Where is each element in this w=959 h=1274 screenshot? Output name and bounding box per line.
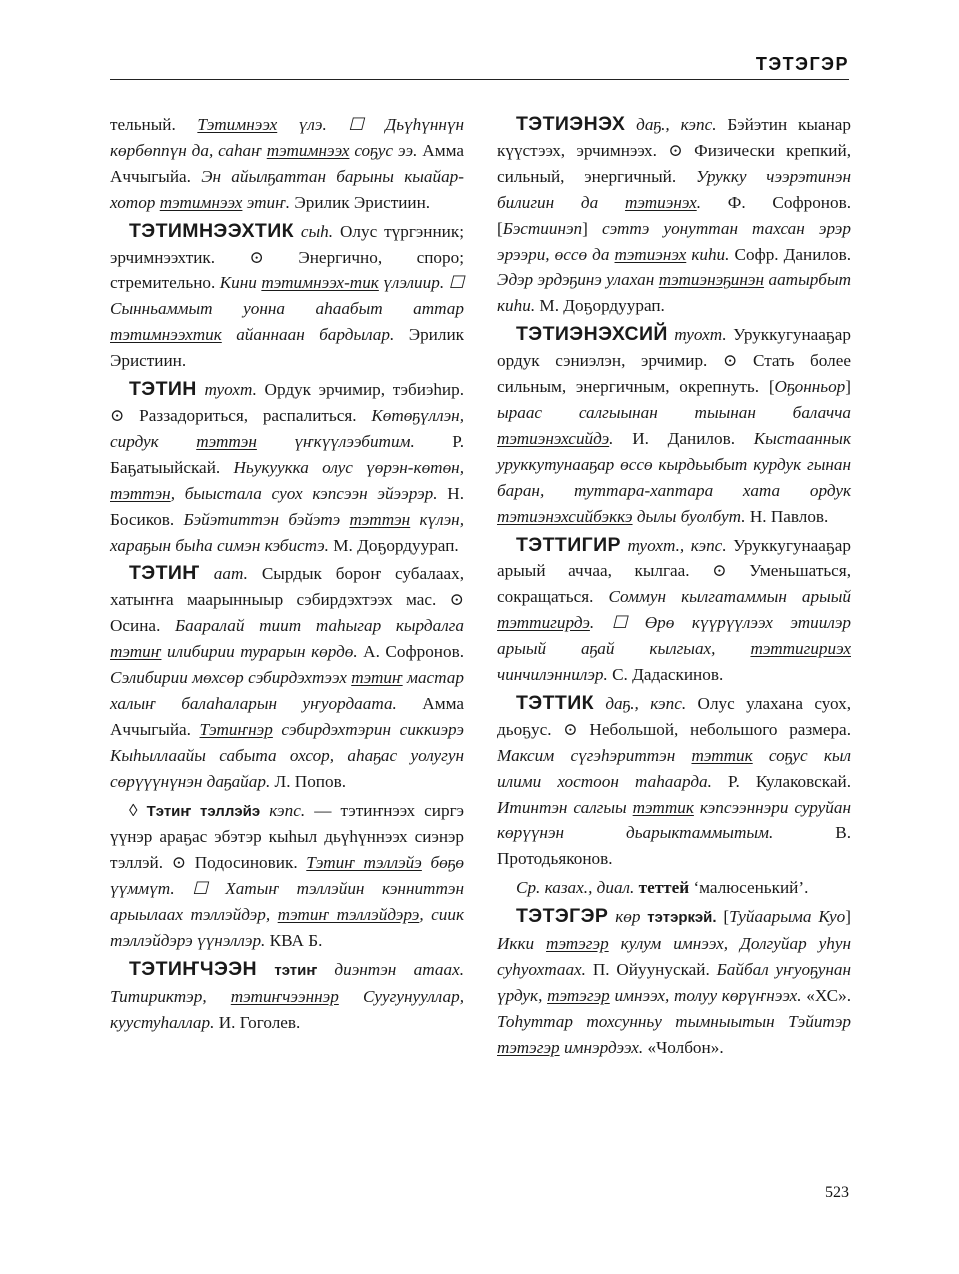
header-rule bbox=[110, 79, 849, 80]
entry-text: Олус түргэнник; эрчимнээхтик. ⊙ Энергично, споро; стремительно. bbox=[110, 221, 465, 293]
example-text: Бэстиинэп bbox=[502, 218, 583, 238]
entry-teteger bbox=[497, 904, 851, 1060]
example-text: Туйаарыма Куо bbox=[729, 907, 846, 927]
entry-text: ] bbox=[845, 907, 851, 927]
headword: ТЭТТИК bbox=[516, 691, 594, 714]
example-keyword: тэттэн bbox=[110, 483, 171, 503]
example-keyword: тэтиэнэх bbox=[614, 244, 687, 264]
example-text: Байбал уҥуоҕунан үрдук, bbox=[497, 960, 851, 1005]
grammar-label: көр bbox=[615, 907, 641, 927]
example-text: диэнтэн атаах. Титириктэр, bbox=[110, 960, 464, 1006]
example-keyword: тэттигирдэ bbox=[497, 613, 590, 633]
citation: И. Данилов. bbox=[613, 428, 754, 448]
citation: М. Доҕордуурап. bbox=[535, 296, 665, 316]
example-keyword: тэттэн bbox=[196, 431, 257, 451]
example-text: чинчилэннилэр. bbox=[497, 665, 608, 685]
example-text: аатырбыт киһи. bbox=[497, 270, 851, 316]
headword: ТЭТТИГИР bbox=[516, 533, 621, 556]
example-keyword: тэтиэнэхсийбэккэ bbox=[497, 506, 633, 526]
entry-etymology bbox=[497, 875, 851, 901]
grammar-label: туохт. bbox=[674, 325, 727, 345]
citation: «ХС». bbox=[801, 985, 851, 1005]
example-keyword: тэтэгэр bbox=[497, 1037, 560, 1057]
example-keyword: тэтиэнэхсийдэ bbox=[497, 428, 610, 448]
example-text: Көтөҕүллэн, сирдук bbox=[110, 405, 464, 451]
example-text: Итинтэн салгыы bbox=[497, 797, 633, 817]
citation: Н. Босиков. bbox=[110, 483, 465, 529]
example-keyword: тэтиҥ bbox=[110, 642, 162, 662]
entry-text: ] bbox=[845, 377, 851, 397]
citation: Р. Кулаковскай. bbox=[711, 771, 851, 791]
example-text: Кыстааннык уруккутунааҕар өссө кырдьыбыт курдук гынан баран, туттара-хаптара хата ордук bbox=[497, 428, 851, 500]
running-header: ТЭТЭГЭР bbox=[755, 54, 849, 74]
example-text: киһи. bbox=[686, 244, 730, 264]
citation: Л. Попов. bbox=[270, 771, 347, 791]
example-text: . bbox=[696, 192, 702, 212]
example-text: Урукку чээрэтинэн билигин да bbox=[497, 166, 851, 212]
example-keyword: Тэтиҥнэр bbox=[199, 719, 273, 739]
entry-tetin-1 bbox=[110, 377, 464, 558]
citation: Эрилик Эристиин. bbox=[290, 192, 431, 212]
grammar-label: туохт., кэпс. bbox=[627, 535, 727, 555]
entry-tetin-tellee bbox=[110, 798, 464, 954]
example-text: сэттэ уонуттан тахсан эрэр эрээри, өссө да bbox=[497, 218, 851, 264]
subentry-headword: Тэтиҥ тэллэйэ bbox=[146, 802, 261, 820]
example-text: мастар халыҥ балаһаларын уҥуордаата. bbox=[110, 668, 464, 713]
example-keyword: тэттик bbox=[632, 797, 694, 817]
cross-reference: тэтэркэй. bbox=[647, 909, 717, 927]
example-keyword: тэттэн bbox=[349, 509, 411, 529]
page-number: 523 bbox=[825, 1184, 849, 1201]
example-text: айаннаан бардылар. bbox=[221, 325, 395, 345]
grammar-label: Ср. казах., диал. bbox=[516, 878, 635, 898]
example-keyword: тэтимнээх-тик bbox=[261, 273, 379, 293]
citation: Р. Баҕатыыйскай. bbox=[110, 431, 464, 477]
example-text: . bbox=[609, 428, 614, 448]
citation: Амма Аччыгыйа. bbox=[110, 693, 464, 739]
example-keyword: Тэтиҥ тэллэйэ bbox=[306, 853, 422, 873]
example-text: кэпсээннэри суруйан көрүүнэн дьарыктаммытым. bbox=[497, 797, 851, 843]
entry-tetienekh bbox=[497, 112, 851, 319]
grammar-label: кэпс. bbox=[269, 800, 306, 820]
example-text: үҥкүүлээбитим. bbox=[256, 431, 415, 451]
entry-tetin-2 bbox=[110, 561, 464, 794]
citation: КВА Б. bbox=[265, 931, 323, 951]
entry-text: тельный. bbox=[110, 115, 198, 134]
example-text: Суугунууллар, куустуһаллар. bbox=[110, 986, 464, 1032]
citation: «Чолбон». bbox=[643, 1037, 724, 1057]
citation: Ф. Софронов. [ bbox=[497, 192, 851, 238]
citation: И. Гоголев. bbox=[214, 1012, 301, 1032]
entry-text: ] bbox=[582, 218, 602, 238]
example-text: соҕус ээ. bbox=[349, 140, 418, 160]
example-keyword: тэттигириэх bbox=[750, 639, 851, 659]
entry-tetienekhsiy bbox=[497, 322, 851, 529]
example-keyword: тэтиҥ тэллэйдэрэ bbox=[277, 905, 420, 925]
example-text: . ☐ Өрө күүрүүлээх этиилэр арыый аҕай кылгыах, bbox=[497, 613, 851, 659]
example-text: Икки bbox=[497, 934, 547, 954]
example-text: илибирии турарын көрдө. bbox=[161, 642, 358, 662]
grammar-label: аат. bbox=[213, 564, 248, 584]
headword: ТЭТИҤЧЭЭН bbox=[129, 958, 257, 980]
example-keyword: тэтэгэр bbox=[547, 985, 610, 1005]
diamond-icon: ◊ bbox=[129, 800, 147, 820]
example-text: Эн айылҕаттан барыны кыайар-хотор bbox=[110, 166, 464, 212]
entry-text: [ bbox=[716, 907, 730, 927]
headword: ТЭТИЭНЭХСИЙ bbox=[516, 323, 668, 346]
entry-text: — тэтиҥнээх сиргэ үүнэр араҕас эбэтэр кыһыл дьүһүннээх сиэнэр тэллэй. ⊙ Подосиновик. bbox=[110, 800, 465, 873]
cross-reference: тэтиҥ bbox=[274, 962, 318, 979]
entry-tettik bbox=[497, 691, 851, 872]
headword: ТЭТИҤ bbox=[129, 562, 200, 585]
left-column bbox=[110, 112, 464, 1039]
example-text: үлэ. ☐ Дьүһүннүн көрбөппүн да, саһаҥ bbox=[110, 115, 464, 160]
entry-tetimneekhtik bbox=[110, 219, 464, 374]
citation: М. Доҕордуурап. bbox=[328, 535, 459, 555]
example-keyword: тэтиҥчээннэр bbox=[230, 986, 339, 1006]
example-text: , быыстала суох кэпсээн эйээрэр. bbox=[170, 483, 438, 503]
citation: С. Дадаскинов. bbox=[607, 665, 724, 685]
grammar-label: туохт. bbox=[204, 380, 257, 400]
headword: ТЭТИН bbox=[129, 378, 197, 401]
example-text: күлэн, хараҕын быһа симэн кэбистэ. bbox=[110, 509, 465, 555]
entry-tetinchehen bbox=[110, 957, 464, 1036]
citation: Н. Павлов. bbox=[745, 506, 829, 526]
example-keyword: тэтимнээхтик bbox=[110, 325, 222, 345]
citation: В. Протодьяконов. bbox=[497, 823, 851, 869]
entry-text: Бэйэтин кыанар күүстээх, эрчимнээх. ⊙ Физически крепкий, сильный, энергичный. bbox=[497, 115, 851, 186]
example-text: имнэрдээх. bbox=[559, 1037, 644, 1057]
citation: Софр. Данилов. bbox=[729, 244, 851, 264]
example-text: Соммун кылгатаммын арыый bbox=[608, 587, 851, 607]
citation: Амма Аччыгыйа. bbox=[110, 140, 464, 186]
headword: ТЭТИЭНЭХ bbox=[516, 113, 626, 135]
example-text: Ньукуукка олус үөрэн-көтөн, bbox=[233, 457, 464, 477]
citation: Эрилик Эристиин. bbox=[110, 325, 464, 371]
headword: ТЭТИМНЭЭХТИК bbox=[129, 219, 294, 242]
grammar-label: сыһ. bbox=[300, 221, 334, 241]
entry-text: ‘малюсенький’. bbox=[689, 878, 809, 898]
entry-text: Уруккугунааҕар арыый аччаа, кылгаа. ⊙ Уменьшаться, сокращаться. bbox=[497, 535, 852, 607]
example-text: Тоһуттар тохсунньу тымныытын Тэйитэр bbox=[497, 1011, 851, 1031]
example-text: , сиик тэллэйдэрэ үүнэллэр. bbox=[110, 905, 464, 951]
entry-tettigir bbox=[497, 533, 851, 688]
citation: А. Софронов. bbox=[357, 642, 464, 662]
example-keyword: тэтиҥ bbox=[351, 668, 403, 688]
example-text: сэбирдэхтэрин сиккиэрэ Кыһыллаайы сабыта охсор, аһаҕас уолугун сөрүүүнүнэн даҕайар. bbox=[110, 719, 464, 791]
entry-continuation bbox=[110, 112, 464, 216]
example-keyword: тэттик bbox=[691, 745, 753, 765]
example-text: Бааралай тиит таһыгар кырдалга bbox=[175, 616, 464, 636]
example-text: ыраас салгыынан тыынан балачча bbox=[497, 402, 851, 422]
example-keyword: Тэтимнээх bbox=[197, 115, 278, 134]
entry-text: Олус улахана суох, дьоҕус. ⊙ Небольшой, небольшого размера. bbox=[497, 693, 852, 739]
example-keyword: тэтиэнэҕинэн bbox=[658, 270, 765, 290]
example-keyword: тэтиэнэх bbox=[624, 192, 697, 212]
citation: П. Ойуунускай. bbox=[585, 960, 717, 979]
example-text: Сэлибирии мөхсөр сэбирдэхтээх bbox=[110, 668, 352, 688]
example-text: имнээх, толуу көрүҥнээх. bbox=[609, 985, 802, 1005]
example-text: этиҥ. bbox=[242, 192, 291, 212]
example-text: үлэлиир. ☐ Сынньаммыт уонна аһаабыт аттар bbox=[110, 273, 464, 319]
example-text: соҕус кыл илими хостоон таһаарда. bbox=[497, 745, 851, 791]
example-text: Максим сүгэһэриттэн bbox=[497, 745, 692, 765]
example-text: кулум имнээх, Долгуйар уһун суһуохтаах. bbox=[497, 934, 851, 979]
example-text: Оҕонньор bbox=[774, 377, 846, 397]
example-text: Бэйэтиттэн бэйэтэ bbox=[183, 509, 350, 529]
headword: ТЭТЭГЭР bbox=[516, 905, 609, 928]
example-keyword: тэтимнээх bbox=[159, 192, 243, 212]
example-text: Эдэр эрдэҕинэ улахан bbox=[497, 270, 659, 290]
grammar-label: даҕ., кэпс. bbox=[636, 115, 717, 134]
right-column bbox=[497, 112, 851, 1064]
example-keyword: тэтэгэр bbox=[546, 934, 609, 954]
grammar-label: даҕ., кэпс. bbox=[605, 693, 687, 713]
cognate-word: теттей bbox=[634, 878, 690, 898]
entry-text: Сырдык бороҥ субалаах, хатыҥҥа маарынныыр сэбирдэхтээх мас. ⊙ Осина. bbox=[110, 564, 464, 636]
example-keyword: тэтимнээх bbox=[266, 140, 350, 160]
entry-text: Ордук эрчимир, тэбиэһир. ⊙ Раззадориться, распалиться. bbox=[110, 380, 465, 425]
example-text: дылы буолбут. bbox=[632, 506, 746, 526]
example-text: Кини bbox=[219, 273, 262, 293]
entry-text: Уруккугунааҕар ордук сэниэлэн, эрчимир. ⊙ Стать более сильным, энергичным, окрепнуть. [ bbox=[497, 325, 852, 397]
example-text: бөҕө үүммүт. ☐ Хатыҥ тэллэйин кэнниттэн арыылаах тэллэйдэр, bbox=[110, 853, 464, 925]
